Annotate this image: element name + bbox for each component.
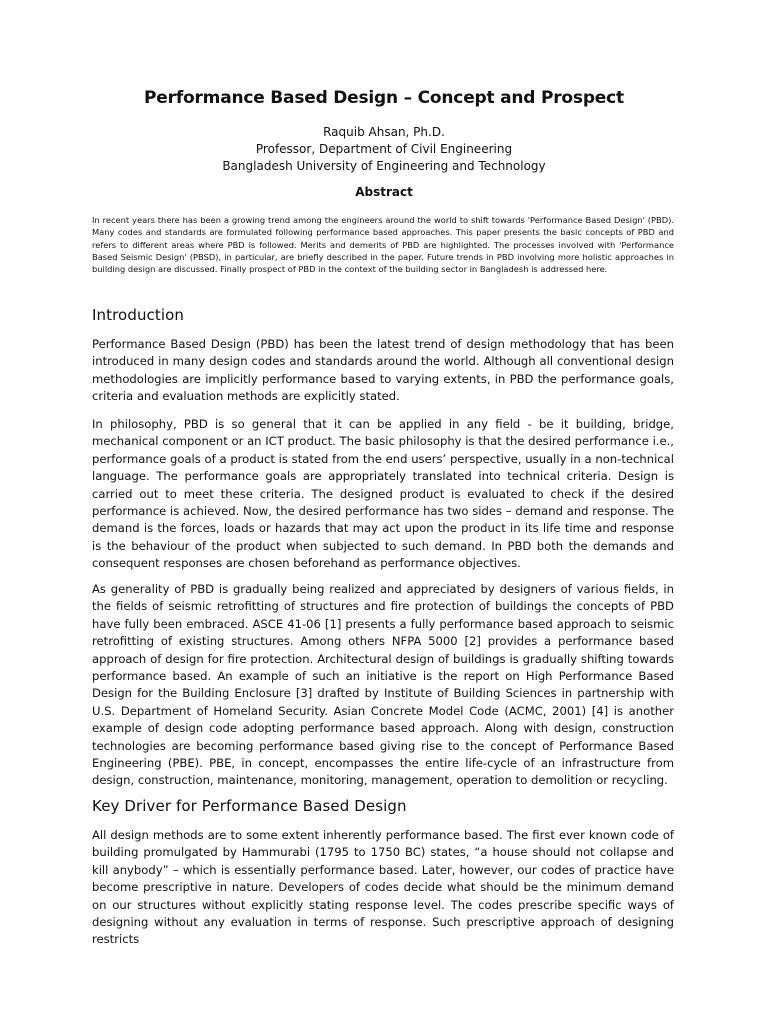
- abstract-heading: Abstract: [355, 185, 413, 199]
- section-heading-key-driver: Key Driver for Performance Based Design: [92, 797, 407, 815]
- author-name: Raquib Ahsan, Ph.D.: [323, 125, 445, 139]
- intro-paragraph-2: In philosophy, PBD is so general that it can be applied in any field - be it building, bridge, mechanical component or an ICT product. The basic philosophy is that the desired performance i.e., performance goals of a product is stated from the end users’ perspective, usually in a non-technical language. The performance goals are appropriately translated into technical criteria. Design is carried out to meet these criteria. The designed product is evaluated to check if the desired performance is achieved. Now, the desired performance has two sides – demand and response. The demand is the forces, loads or hazards that may act upon the product in its life time and response is the behaviour of the product when subjected to such demand. In PBD both the demands and consequent responses are chosen beforehand as performance objectives.: [92, 417, 674, 571]
- author-position: Professor, Department of Civil Engineering: [255, 142, 513, 156]
- author-affiliation: Bangladesh University of Engineering and Technology: [222, 159, 546, 173]
- key-driver-paragraph-1: All design methods are to some extent inherently performance based. The first ever known code of building promulgated by Hammurabi (1795 to 1750 BC) states, “a house should not collapse and kill anybody” – which is essentially performance based. Later, however, our codes of practice have become prescriptive in nature. Developers of codes decide what should be the minimum demand on our structures without explicitly stating response level. The codes prescribe specific ways of designing without any evaluation in terms of response. Such prescriptive approach of designing restricts: [92, 828, 674, 947]
- abstract-text: In recent years there has been a growing trend among the engineers around the world to shift towards 'Performance Based Design' (PBD). Many codes and standards are formulated following performance based approaches. This paper presents the basic concepts of PBD and refers to different areas where PBD is followed. Merits and demerits of PBD are highlighted. The processes involved with 'Performance Based Seismic Design' (PBSD), in particular, are briefly described in the paper. Future trends in PBD involving more holistic approaches in building design are discussed. Finally prospect of PBD in the context of the building sector in Bangladesh is addressed here.: [92, 215, 674, 275]
- author-block: [0, 124, 768, 175]
- paper-title: Performance Based Design – Concept and Prospect: [144, 88, 624, 108]
- intro-paragraph-1: Performance Based Design (PBD) has been the latest trend of design methodology that has been introduced in many design codes and standards around the world. Although all conventional design methodologies are implicitly performance based to varying extents, in PBD the performance goals, criteria and evaluation methods are explicitly stated.: [92, 337, 674, 404]
- section-heading-introduction: Introduction: [92, 306, 185, 324]
- intro-paragraph-3: As generality of PBD is gradually being realized and appreciated by designers of various fields, in the fields of seismic retrofitting of structures and fire protection of buildings the concepts of PBD have fully been embraced. ASCE 41-06 [1] presents a fully performance based approach to seismic retrofitting of existing structures. Among others NFPA 5000 [2] provides a performance based approach of design for fire protection. Architectural design of buildings is gradually shifting towards performance based. An example of such an initiative is the report on High Performance Based Design for the Building Enclosure [3] drafted by Institute of Building Sciences in partnership with U.S. Department of Homeland Security. Asian Concrete Model Code (ACMC, 2001) [4] is another example of design code adopting performance based approach. Along with design, construction technologies are becoming performance based giving rise to the concept of Performance Based Engineering (PBE). PBE, in concept, encompasses the entire life-cycle of an infrastructure from design, construction, maintenance, monitoring, management, operation to demolition or recycling.: [92, 582, 674, 788]
